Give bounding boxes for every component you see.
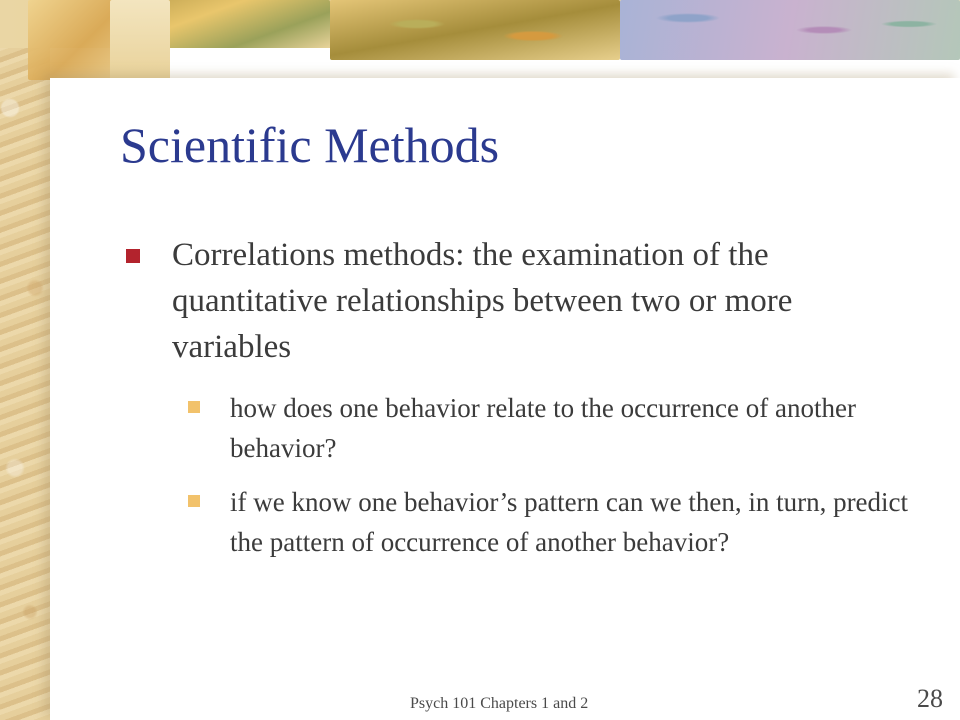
slide-title: Scientific Methods: [120, 117, 500, 173]
bullet-item-level2: [120, 388, 910, 468]
leaf-collage-tile: [110, 0, 170, 80]
slide-footer: Psych 101 Chapters 1 and 2: [410, 695, 589, 712]
parchment-left-border: [0, 0, 50, 720]
sub-bullet-list: [120, 388, 910, 562]
slide-page-number: 28: [917, 684, 943, 713]
bullet-item-level2: [120, 482, 910, 562]
bullet-list: [120, 232, 910, 576]
square-bullet-icon: [188, 401, 200, 413]
square-bullet-icon: [126, 249, 140, 263]
sub-bullet-text: how does one behavior relate to the occurrence of another behavior?: [230, 393, 856, 463]
square-bullet-icon: [188, 495, 200, 507]
leaf-collage-tile: [330, 0, 620, 60]
leaf-collage-tile: [620, 0, 960, 60]
sub-bullet-text: if we know one behavior’s pattern can we then, in turn, predict the pattern of occurrence of another behavior?: [230, 487, 909, 557]
bullet-text: Correlations methods: the examination of the quantitative relationships between two or more variables: [172, 237, 793, 365]
bullet-item-level1: [120, 232, 910, 370]
